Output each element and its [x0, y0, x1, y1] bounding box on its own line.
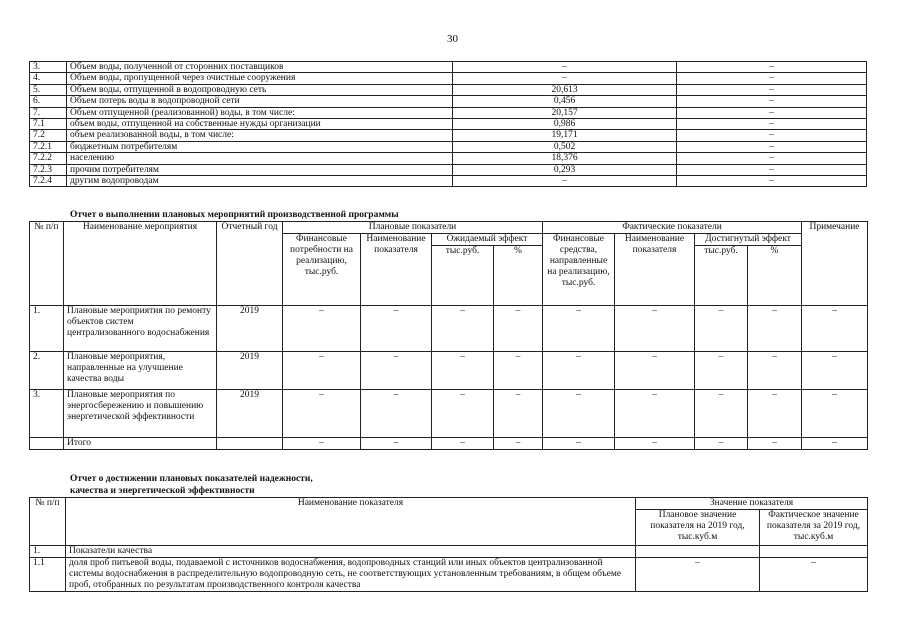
- col-num-header: № п/п: [30, 222, 64, 306]
- table-row: [30, 153, 867, 164]
- row-number: 7.: [30, 107, 67, 118]
- ind-fact-header: Фактическое значение показателя за 2019 год, тыс.куб.м: [760, 510, 868, 546]
- table-row: [30, 130, 867, 141]
- indicator-name: доля проб питьевой воды, подаваемой с источников водоснабжения, водопроводных станций или иных объектов централизованной системы водоснабжения в распределительную водопроводную сеть, не соответствующих установленным требованиям, в общем объеме проб, отобранных по результатам производственного контроля качества: [66, 557, 636, 591]
- table-row: [30, 164, 867, 175]
- indicator-plan-value: [636, 546, 760, 558]
- fact-ind-header: Наименование показателя: [615, 234, 695, 306]
- row-plan-value: 20,157: [453, 107, 677, 118]
- indicator-plan-value: –: [636, 557, 760, 591]
- row-fact-value: –: [677, 176, 867, 187]
- plan-group-header: Плановые показатели: [283, 222, 543, 234]
- total-empty-cell: [217, 438, 283, 450]
- measure-value: –: [615, 306, 695, 352]
- plan-eff-rub-header: тыс.руб.: [432, 246, 494, 306]
- row-plan-value: 0,502: [453, 141, 677, 152]
- measure-value: –: [494, 306, 543, 352]
- row-fact-value: –: [677, 130, 867, 141]
- measure-value: –: [432, 352, 494, 390]
- table-row: [30, 557, 868, 591]
- col-name-header: Наименование мероприятия: [64, 222, 217, 306]
- row-number: 7.2.2: [30, 153, 67, 164]
- indicators-table: [29, 497, 868, 592]
- table-row: [30, 176, 867, 187]
- total-value: –: [695, 438, 748, 450]
- row-plan-value: 18,376: [453, 153, 677, 164]
- total-value: –: [748, 438, 802, 450]
- col-note-header: Примечание: [802, 222, 868, 306]
- total-value: –: [432, 438, 494, 450]
- row-fact-value: –: [677, 153, 867, 164]
- measure-value: –: [802, 390, 868, 438]
- measure-number: 2.: [30, 352, 64, 390]
- row-number: 7.2.4: [30, 176, 67, 187]
- measure-value: –: [695, 390, 748, 438]
- table-row: [30, 96, 867, 107]
- measure-value: –: [748, 352, 802, 390]
- indicators-title-line2: качества и энергетической эффективности: [70, 486, 255, 496]
- indicator-number: 1.1: [30, 557, 66, 591]
- row-number: 7.1: [30, 119, 67, 130]
- program-measures-title: Отчет о выполнении плановых мероприятий производственной программы: [70, 210, 399, 220]
- measure-value: –: [802, 306, 868, 352]
- plan-fin-header: Финансовые потребности на реализацию, тыс.руб.: [283, 234, 361, 306]
- fact-group-header: Фактические показатели: [543, 222, 802, 234]
- row-number: 3.: [30, 62, 67, 73]
- row-fact-value: –: [677, 164, 867, 175]
- measure-value: –: [802, 352, 868, 390]
- total-value: –: [543, 438, 615, 450]
- measure-value: –: [615, 352, 695, 390]
- fact-fin-header: Финансовые средства, направленные на реализацию, тыс.руб.: [543, 234, 615, 306]
- ind-name-header: Наименование показателя: [66, 498, 636, 546]
- table-row: [30, 352, 868, 390]
- row-name: населению: [67, 153, 453, 164]
- total-empty-cell: [30, 438, 64, 450]
- program-measures-table: [29, 221, 868, 450]
- table-row: [30, 141, 867, 152]
- indicator-name: Показатели качества: [66, 546, 636, 558]
- row-plan-value: 20,613: [453, 84, 677, 95]
- ind-num-header: № п/п: [30, 498, 66, 546]
- plan-ind-header: Наименование показателя: [361, 234, 432, 306]
- total-value: –: [283, 438, 361, 450]
- table-row: [30, 390, 868, 438]
- total-value: –: [802, 438, 868, 450]
- row-fact-value: –: [677, 73, 867, 84]
- measure-value: –: [748, 390, 802, 438]
- row-number: 7.2: [30, 130, 67, 141]
- measure-value: –: [494, 390, 543, 438]
- measure-name: Плановые мероприятия по энергосбережению и повышению энергетической эффективности: [64, 390, 217, 438]
- indicators-title-line1: Отчет о достижении плановых показателей надежности,: [70, 474, 313, 484]
- row-name: Объем воды, полученной от сторонних поставщиков: [67, 62, 453, 73]
- measure-year: 2019: [217, 306, 283, 352]
- plan-eff-header: Ожидаемый эффект: [432, 234, 543, 246]
- row-fact-value: –: [677, 84, 867, 95]
- measure-value: –: [695, 306, 748, 352]
- measure-value: –: [695, 352, 748, 390]
- water-volume-table: [29, 61, 867, 187]
- measure-value: –: [432, 390, 494, 438]
- row-number: 6.: [30, 96, 67, 107]
- row-fact-value: –: [677, 107, 867, 118]
- table-row: [30, 73, 867, 84]
- total-value: –: [494, 438, 543, 450]
- row-plan-value: –: [453, 176, 677, 187]
- table-row: [30, 306, 868, 352]
- row-name: Объем отпущенной (реализованной) воды, в том числе:: [67, 107, 453, 118]
- row-number: 5.: [30, 84, 67, 95]
- row-name: другим водопроводам: [67, 176, 453, 187]
- row-plan-value: 0,986: [453, 119, 677, 130]
- measure-value: –: [283, 390, 361, 438]
- measure-value: –: [748, 306, 802, 352]
- measure-value: –: [361, 306, 432, 352]
- indicator-number: 1.: [30, 546, 66, 558]
- row-number: 7.2.1: [30, 141, 67, 152]
- measure-number: 1.: [30, 306, 64, 352]
- ind-plan-header: Плановое значение показателя на 2019 год, тыс.куб.м: [636, 510, 760, 546]
- total-value: –: [361, 438, 432, 450]
- measure-year: 2019: [217, 352, 283, 390]
- total-value: –: [615, 438, 695, 450]
- measure-year: 2019: [217, 390, 283, 438]
- measure-value: –: [283, 352, 361, 390]
- fact-eff-rub-header: тыс.руб.: [695, 246, 748, 306]
- table-row: [30, 84, 867, 95]
- plan-eff-pct-header: %: [494, 246, 543, 306]
- total-row: [30, 438, 868, 450]
- ind-value-group-header: Значение показателя: [636, 498, 868, 510]
- row-plan-value: –: [453, 73, 677, 84]
- fact-eff-header: Достигнутый эффект: [695, 234, 802, 246]
- table-row: [30, 107, 867, 118]
- row-fact-value: –: [677, 141, 867, 152]
- measure-value: –: [543, 306, 615, 352]
- row-plan-value: 0,293: [453, 164, 677, 175]
- row-plan-value: 0,456: [453, 96, 677, 107]
- row-name: Объем воды, пропущенной через очистные сооружения: [67, 73, 453, 84]
- row-plan-value: –: [453, 62, 677, 73]
- measure-value: –: [543, 352, 615, 390]
- col-year-header: Отчетный год: [217, 222, 283, 306]
- measure-value: –: [543, 390, 615, 438]
- measure-name: Плановые мероприятия по ремонту объектов систем централизованного водоснабжения: [64, 306, 217, 352]
- row-fact-value: –: [677, 119, 867, 130]
- measure-value: –: [283, 306, 361, 352]
- measure-number: 3.: [30, 390, 64, 438]
- table-row: [30, 119, 867, 130]
- measure-value: –: [361, 390, 432, 438]
- row-name: Объем потерь воды в водопроводной сети: [67, 96, 453, 107]
- total-label: Итого: [64, 438, 217, 450]
- row-name: бюджетным потребителям: [67, 141, 453, 152]
- table-row: [30, 62, 867, 73]
- measure-value: –: [432, 306, 494, 352]
- measure-value: –: [494, 352, 543, 390]
- table-row: [30, 546, 868, 558]
- fact-eff-pct-header: %: [748, 246, 802, 306]
- row-fact-value: –: [677, 96, 867, 107]
- indicator-fact-value: [760, 546, 868, 558]
- row-fact-value: –: [677, 62, 867, 73]
- measure-value: –: [361, 352, 432, 390]
- row-name: объем реализованной воды, в том числе:: [67, 130, 453, 141]
- indicator-fact-value: –: [760, 557, 868, 591]
- page-number: 30: [447, 33, 458, 45]
- row-name: объем воды, отпущенной на собственные нужды организации: [67, 119, 453, 130]
- row-plan-value: 19,171: [453, 130, 677, 141]
- measure-name: Плановые мероприятия, направленные на улучшение качества воды: [64, 352, 217, 390]
- row-number: 7.2.3: [30, 164, 67, 175]
- row-name: Объем воды, отпущенной в водопроводную сеть: [67, 84, 453, 95]
- row-number: 4.: [30, 73, 67, 84]
- measure-value: –: [615, 390, 695, 438]
- row-name: прочим потребителям: [67, 164, 453, 175]
